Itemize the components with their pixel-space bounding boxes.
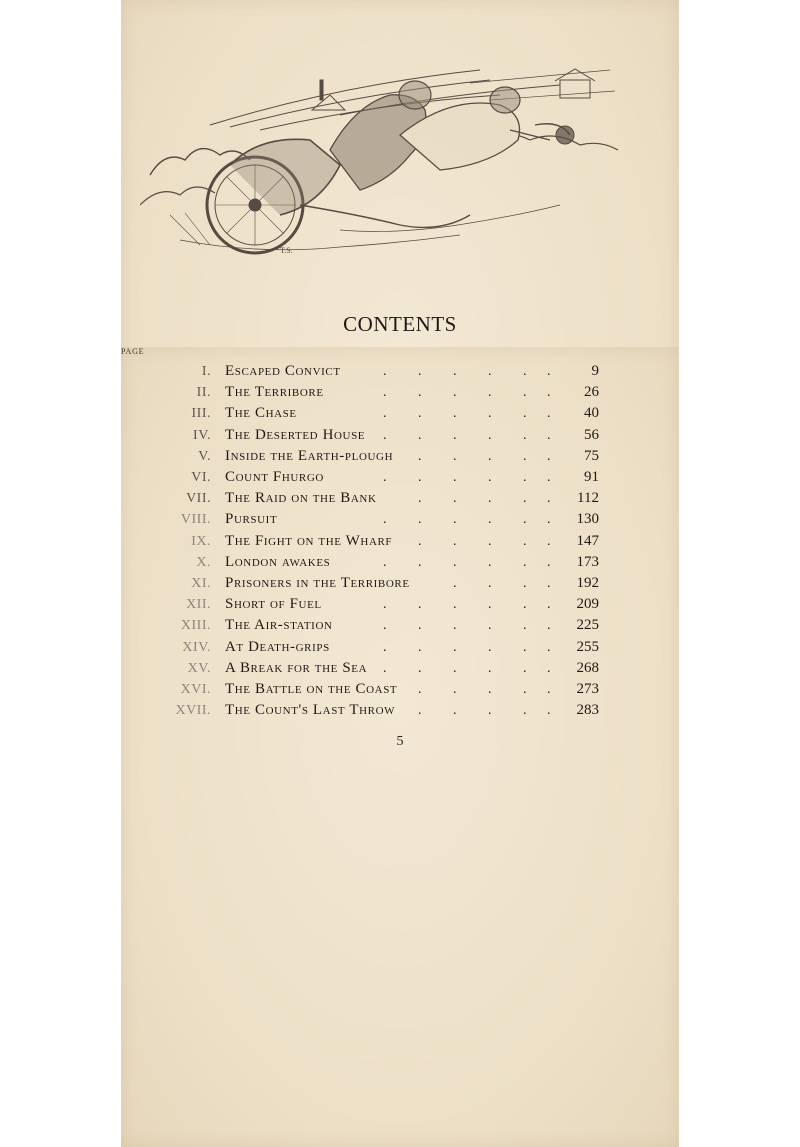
leader-dot: .	[453, 639, 457, 655]
leader-dot: .	[488, 448, 492, 464]
leader-dot: .	[418, 703, 422, 719]
chapter-number: VIII.	[180, 512, 211, 528]
page-ref: 75	[584, 447, 599, 464]
leader-dot: .	[418, 470, 422, 485]
toc-row	[0, 573, 800, 594]
leader-dots	[225, 531, 555, 552]
chapter-title: Inside the Earth-plough	[225, 447, 394, 464]
leader-dot: .	[523, 385, 527, 401]
leader-dots	[225, 573, 555, 594]
svg-text:T.S.: T.S.	[280, 246, 293, 255]
leader-dot: .	[383, 597, 387, 613]
leader-dot: .	[418, 682, 422, 697]
leader-dot: .	[418, 639, 422, 655]
chapter-title: The Air-station	[225, 617, 333, 634]
leader-dot: .	[547, 576, 551, 591]
leader-dot: .	[547, 491, 551, 507]
leader-dots	[225, 594, 555, 615]
chapter-title: London awakes	[225, 553, 331, 570]
leader-dot: .	[453, 364, 457, 379]
leader-dot: .	[523, 703, 527, 719]
toc-row	[0, 700, 800, 721]
leader-dot: .	[547, 385, 551, 401]
chapter-number: XI.	[191, 576, 211, 591]
toc-row	[0, 531, 800, 552]
leader-dot: .	[547, 427, 551, 443]
leader-dot: .	[383, 512, 387, 528]
leader-dot: .	[383, 554, 387, 570]
motorcycle-chase-illustration	[140, 55, 620, 255]
leader-dot: .	[523, 682, 527, 697]
leader-dot: .	[383, 618, 387, 634]
chapter-title: Short of Fuel	[225, 596, 322, 613]
toc-row	[0, 594, 800, 615]
leader-dot: .	[523, 406, 527, 422]
leader-dot: .	[488, 660, 492, 676]
leader-dot: .	[488, 470, 492, 485]
leader-dot: .	[453, 512, 457, 528]
leader-dot: .	[488, 554, 492, 570]
leader-dot: .	[453, 406, 457, 422]
leader-dot: .	[547, 597, 551, 613]
leader-dots	[225, 552, 555, 573]
leader-dot: .	[523, 427, 527, 443]
page-ref: 40	[584, 405, 599, 422]
chapter-number: V.	[198, 448, 211, 464]
chapter-number: II.	[196, 385, 211, 401]
chapter-title: Prisoners in the Terribore	[225, 575, 410, 591]
chapter-title: The Count's Last Throw	[225, 702, 396, 719]
toc-row	[0, 679, 800, 700]
toc-row	[0, 637, 800, 658]
leader-dot: .	[453, 660, 457, 676]
chapter-title: Escaped Convict	[225, 363, 341, 379]
leader-dots	[225, 658, 555, 679]
toc-row	[0, 509, 800, 530]
leader-dot: .	[488, 639, 492, 655]
leader-dot: .	[523, 364, 527, 379]
leader-dot: .	[383, 470, 387, 485]
toc-row	[0, 425, 800, 446]
chapter-number: III.	[191, 406, 211, 422]
page-ref: 91	[584, 469, 599, 485]
leader-dot: .	[453, 597, 457, 613]
leader-dot: .	[453, 554, 457, 570]
chapter-number: VII.	[186, 491, 211, 507]
leader-dot: .	[547, 660, 551, 676]
page-ref: 173	[576, 553, 599, 570]
leader-dots	[225, 509, 555, 530]
chapter-number: IV.	[193, 427, 211, 443]
leader-dots	[225, 382, 555, 403]
leader-dot: .	[523, 576, 527, 591]
chapter-title: The Raid on the Bank	[225, 490, 377, 507]
leader-dot: .	[547, 618, 551, 634]
leader-dot: .	[547, 703, 551, 719]
leader-dot: .	[453, 533, 457, 549]
leader-dot: .	[453, 470, 457, 485]
leader-dot: .	[523, 512, 527, 528]
page-ref: 56	[584, 426, 599, 443]
leader-dot: .	[383, 406, 387, 422]
leader-dot: .	[383, 660, 387, 676]
toc-row	[0, 552, 800, 573]
leader-dot: .	[418, 491, 422, 507]
leader-dot: .	[418, 533, 422, 549]
leader-dot: .	[488, 385, 492, 401]
toc-row	[0, 615, 800, 636]
leader-dot: .	[453, 682, 457, 697]
chapter-number: XIII.	[180, 618, 211, 634]
leader-dots	[225, 446, 555, 467]
leader-dot: .	[547, 470, 551, 485]
leader-dot: .	[383, 364, 387, 379]
page-ref: 130	[576, 511, 599, 528]
leader-dot: .	[418, 597, 422, 613]
leader-dots	[225, 700, 555, 721]
chapter-title: A Break for the Sea	[225, 659, 368, 676]
leader-dot: .	[453, 448, 457, 464]
chapter-number: XVI.	[180, 682, 211, 697]
toc-row	[0, 488, 800, 509]
page-column-header: PAGE	[121, 347, 679, 1147]
toc-row	[0, 467, 800, 488]
page-ref: 26	[584, 384, 599, 401]
chapter-number: XIV.	[182, 639, 211, 655]
leader-dots	[225, 361, 555, 382]
leader-dot: .	[523, 448, 527, 464]
leader-dot: .	[547, 448, 551, 464]
leader-dots	[225, 615, 555, 636]
leader-dot: .	[488, 406, 492, 422]
chapter-number: X.	[196, 554, 211, 570]
leader-dot: .	[453, 491, 457, 507]
toc-row	[0, 361, 800, 382]
leader-dots	[225, 403, 555, 424]
leader-dots	[225, 488, 555, 509]
chapter-number: XII.	[186, 597, 211, 613]
page-ref: 9	[591, 363, 599, 379]
leader-dot: .	[488, 364, 492, 379]
toc-row	[0, 658, 800, 679]
page-ref: 273	[576, 681, 599, 697]
leader-dot: .	[418, 427, 422, 443]
leader-dot: .	[453, 703, 457, 719]
leader-dot: .	[488, 576, 492, 591]
page-ref: 255	[576, 638, 599, 655]
leader-dot: .	[418, 618, 422, 634]
page-ref: 112	[577, 490, 599, 507]
leader-dot: .	[523, 533, 527, 549]
leader-dot: .	[523, 491, 527, 507]
chapter-title: At Death-grips	[225, 638, 330, 655]
leader-dot: .	[418, 364, 422, 379]
leader-dot: .	[453, 427, 457, 443]
leader-dot: .	[418, 554, 422, 570]
leader-dot: .	[418, 448, 422, 464]
leader-dot: .	[488, 597, 492, 613]
leader-dot: .	[418, 406, 422, 422]
chapter-number: XV.	[187, 660, 211, 676]
page-number: 5	[396, 734, 404, 749]
leader-dot: .	[488, 491, 492, 507]
leader-dot: .	[547, 533, 551, 549]
contents-heading: CONTENTS	[343, 312, 457, 336]
chapter-title: The Battle on the Coast	[225, 681, 398, 697]
leader-dot: .	[523, 554, 527, 570]
chapter-title: The Deserted House	[225, 426, 366, 443]
leader-dot: .	[488, 703, 492, 719]
page-ref: 147	[576, 532, 599, 549]
page-ref: 268	[576, 659, 599, 676]
leader-dot: .	[383, 385, 387, 401]
leader-dot: .	[523, 597, 527, 613]
chapter-title: Count Fhurgo	[225, 469, 324, 485]
leader-dot: .	[488, 618, 492, 634]
leader-dot: .	[453, 618, 457, 634]
leader-dot: .	[547, 682, 551, 697]
leader-dot: .	[547, 364, 551, 379]
leader-dot: .	[418, 385, 422, 401]
leader-dot: .	[547, 406, 551, 422]
chapter-number: I.	[201, 364, 211, 379]
leader-dot: .	[383, 639, 387, 655]
chapter-title: The Chase	[225, 405, 297, 422]
leader-dot: .	[453, 576, 457, 591]
toc-row	[0, 382, 800, 403]
leader-dot: .	[547, 512, 551, 528]
leader-dot: .	[523, 470, 527, 485]
toc-row	[0, 403, 800, 424]
chapter-number: IX.	[191, 533, 211, 549]
leader-dots	[225, 467, 555, 488]
leader-dot: .	[523, 639, 527, 655]
leader-dot: .	[523, 618, 527, 634]
page-ref: 283	[576, 702, 599, 719]
leader-dot: .	[453, 385, 457, 401]
leader-dot: .	[383, 427, 387, 443]
page-ref: 192	[576, 575, 599, 591]
leader-dot: .	[547, 639, 551, 655]
chapter-number: XVII.	[175, 703, 211, 719]
leader-dots	[225, 679, 555, 700]
leader-dot: .	[488, 512, 492, 528]
page-ref: 225	[576, 617, 599, 634]
chapter-title: The Terribore	[225, 384, 324, 401]
leader-dot: .	[523, 660, 527, 676]
chapter-title: Pursuit	[225, 511, 278, 528]
leader-dot: .	[488, 682, 492, 697]
leader-dot: .	[488, 533, 492, 549]
leader-dots	[225, 637, 555, 658]
leader-dots	[225, 425, 555, 446]
chapter-title: The Fight on the Wharf	[225, 532, 393, 549]
leader-dot: .	[418, 512, 422, 528]
toc-row	[0, 446, 800, 467]
leader-dot: .	[418, 660, 422, 676]
leader-dot: .	[488, 427, 492, 443]
chapter-number: VI.	[191, 470, 211, 485]
page-ref: 209	[576, 596, 599, 613]
leader-dot: .	[547, 554, 551, 570]
